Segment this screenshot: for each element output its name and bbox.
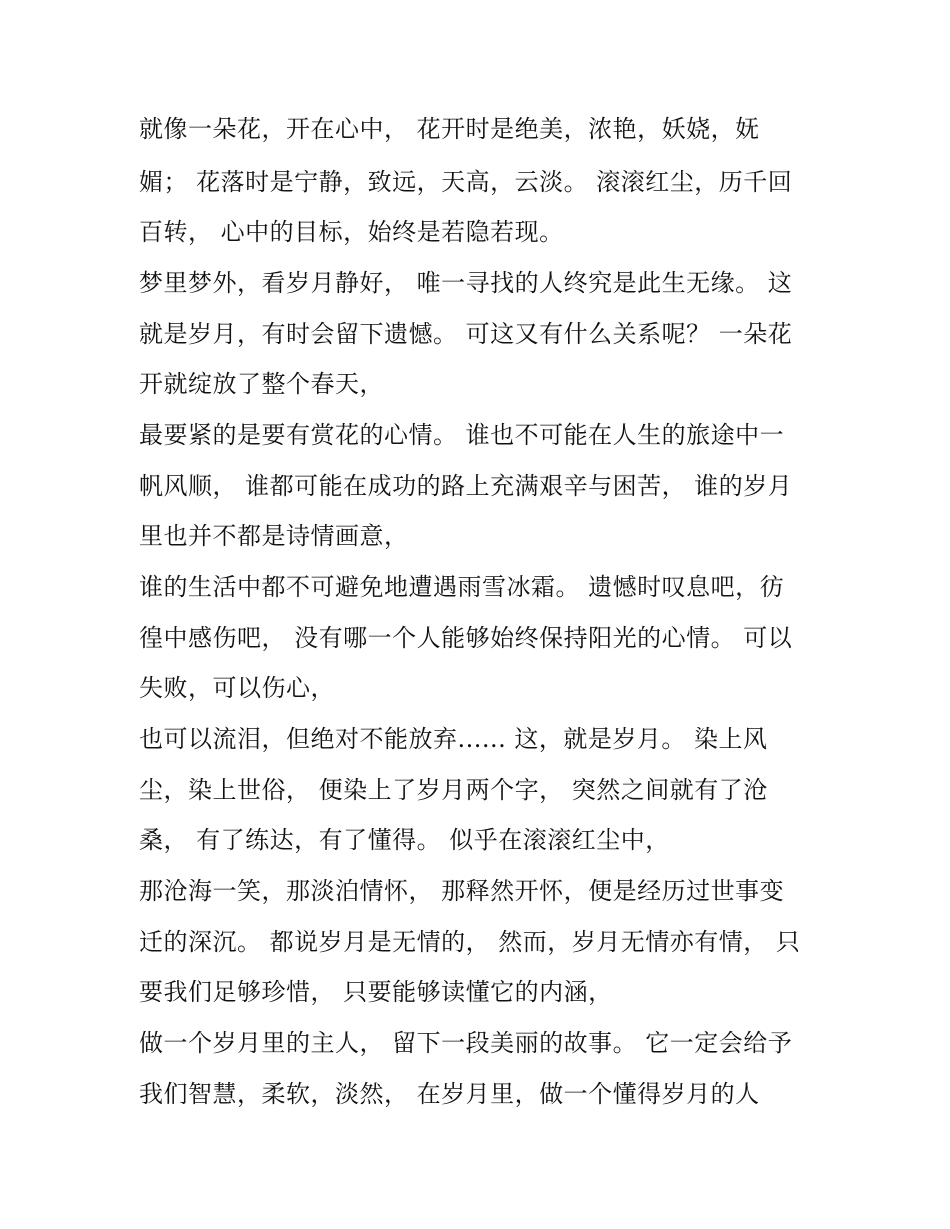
text-line: 就像一朵花，开在心中， 花开时是绝美，浓艳，妖娆，妩 [139, 115, 760, 143]
text-line: 做一个岁月里的主人， 留下一段美丽的故事。 它一定会给予 [139, 1029, 793, 1057]
text-line: 尘，染上世俗， 便染上了岁月两个字， 突然之间就有了沧 [139, 776, 768, 804]
text-line: 媚； 花落时是宁静，致远，天高，云淡。 滚滚红尘，历千回 [139, 168, 793, 196]
text-line: 失败，可以伤心， [139, 674, 335, 702]
text-line: 帆风顺， 谁都可能在成功的路上充满艰辛与困苦， 谁的岁月 [139, 472, 793, 500]
text-line: 最要紧的是要有赏花的心情。 谁也不可能在人生的旅途中一 [139, 421, 785, 449]
text-line: 开就绽放了整个春天， [139, 370, 384, 398]
text-line: 那沧海一笑，那淡泊情怀， 那释然开怀，便是经历过世事变 [139, 877, 785, 905]
text-line: 要我们足够珍惜， 只要能够读懂它的内涵， [139, 978, 613, 1006]
text-line: 梦里梦外，看岁月静好， 唯一寻找的人终究是此生无缘。 这 [139, 269, 793, 297]
text-line: 徨中感伤吧， 没有哪一个人能够始终保持阳光的心情。 可以 [139, 624, 793, 652]
text-line: 也可以流泪，但绝对不能放弃...... 这，就是岁月。 染上风 [139, 725, 768, 753]
text-line: 就是岁月，有时会留下遗憾。 可这又有什么关系呢？ 一朵花 [139, 320, 793, 348]
text-line: 百转， 心中的目标，始终是若隐若现。 [139, 218, 564, 246]
text-line: 里也并不都是诗情画意， [139, 522, 409, 550]
text-line: 桑， 有了练达，有了懂得。 似乎在滚滚红尘中， [139, 826, 670, 854]
text-line: 我们智慧，柔软，淡然， 在岁月里，做一个懂得岁月的人 [139, 1080, 760, 1108]
text-line: 谁的生活中都不可避免地遭遇雨雪冰霜。 遗憾时叹息吧，彷 [139, 573, 785, 601]
text-line: 迁的深沉。 都说岁月是无情的， 然而，岁月无情亦有情， 只 [139, 928, 801, 956]
